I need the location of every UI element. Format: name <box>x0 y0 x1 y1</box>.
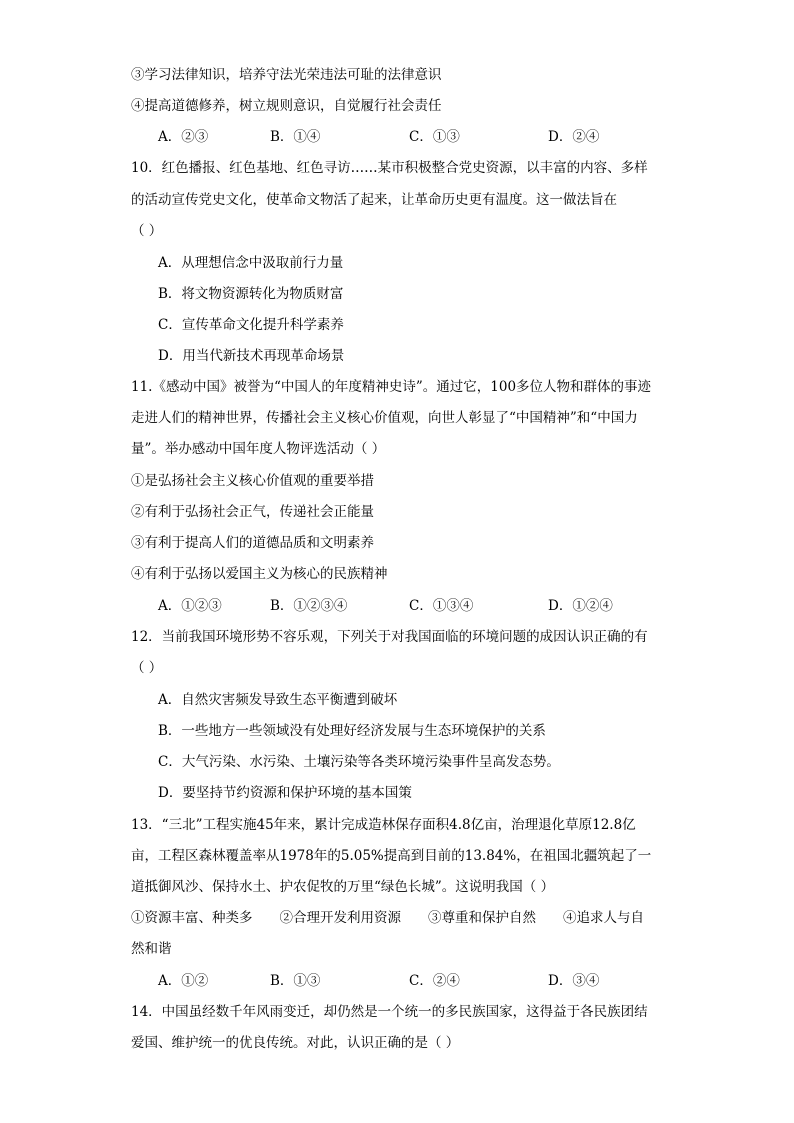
q13-stem-line-3: 道抵御风沙、保持水土、护农促牧的万里“绿色长城”。这说明我国（ ） <box>131 879 555 895</box>
q13-options <box>158 971 678 991</box>
q11-item-2: ②有利于弘扬社会正气，传递社会正能量 <box>131 504 374 520</box>
q11-stem-line-2: 走进人们的精神世界，传播社会主义核心价值观，向世人彰显了“中国精神”和“中国力 <box>131 410 638 426</box>
q13-option-d[interactable]: D．③④ <box>548 973 600 989</box>
q11-stem-line-1: 11.《感动中国》被誉为“中国人的年度精神史诗”。通过它，100多位人物和群体的事迹 <box>131 379 652 395</box>
q12-stem-line-2: （ ） <box>131 660 163 676</box>
q11-stem-line-3: 量”。举办感动中国年度人物评选活动（ ） <box>131 441 386 457</box>
q13-stem-line-2: 亩，工程区森林覆盖率从1978年的5.05%提高到目前的13.84%，在祖国北疆筑起了一 <box>131 848 652 864</box>
q10-option-b[interactable]: B．将文物资源转化为物质财富 <box>158 286 344 302</box>
q13-items-line-2: 然和谐 <box>131 941 172 957</box>
q9-option-d[interactable]: D．②④ <box>548 129 600 145</box>
q13-option-b[interactable]: B．①③ <box>270 973 321 989</box>
q12-stem-line-1: 12．当前我国环境形势不容乐观，下列关于对我国面临的环境问题的成因认识正确的有 <box>131 629 648 645</box>
q13-items-line-1: ①资源丰富、种类多 ②合理开发利用资源 ③尊重和保护自然 ④追求人与自 <box>131 910 644 926</box>
q14-stem-line-2: 爱国、维护统一的优良传统。对此，认识正确的是（ ） <box>131 1035 460 1051</box>
q11-options <box>158 596 678 616</box>
q11-item-1: ①是弘扬社会主义核心价值观的重要举措 <box>131 473 374 489</box>
q11-item-3: ③有利于提高人们的道德品质和文明素养 <box>131 535 374 551</box>
q10-option-a[interactable]: A．从理想信念中汲取前行力量 <box>158 255 344 271</box>
q13-option-a[interactable]: A．①② <box>158 973 209 989</box>
q9-options <box>158 127 678 147</box>
q9-item-4: ④提高道德修养，树立规则意识，自觉履行社会责任 <box>131 98 442 114</box>
q14-stem-line-1: 14．中国虽经数千年风雨变迁，却仍然是一个统一的多民族国家，这得益于各民族团结 <box>131 1004 648 1020</box>
q11-option-d[interactable]: D．①②④ <box>548 598 613 614</box>
q11-option-a[interactable]: A．①②③ <box>158 598 222 614</box>
q10-stem-line-3: （ ） <box>131 223 163 239</box>
q11-item-4: ④有利于弘扬以爱国主义为核心的民族精神 <box>131 566 388 582</box>
q10-option-c[interactable]: C．宣传革命文化提升科学素养 <box>158 317 344 333</box>
q10-stem-line-2: 的活动宣传党史文化，使革命文物活了起来，让革命历史更有温度。这一做法旨在 <box>131 192 617 208</box>
q12-option-a[interactable]: A．自然灾害频发导致生态平衡遭到破坏 <box>158 692 398 708</box>
q12-option-b[interactable]: B．一些地方一些领域没有处理好经济发展与生态环境保护的关系 <box>158 723 546 739</box>
q9-option-a[interactable]: A．②③ <box>158 129 209 145</box>
q13-option-c[interactable]: C．②④ <box>409 973 460 989</box>
q9-option-c[interactable]: C．①③ <box>409 129 460 145</box>
q10-stem-line-1: 10．红色播报、红色基地、红色寻访……某市积极整合党史资源，以丰富的内容、多样 <box>131 160 648 176</box>
q12-option-d[interactable]: D．要坚持节约资源和保护环境的基本国策 <box>158 785 412 801</box>
q11-option-b[interactable]: B．①②③④ <box>270 598 348 614</box>
q10-option-d[interactable]: D．用当代新技术再现革命场景 <box>158 348 345 364</box>
q9-item-3: ③学习法律知识，培养守法光荣违法可耻的法律意识 <box>131 67 442 83</box>
q12-option-c[interactable]: C．大气污染、水污染、土壤污染等各类环境污染事件呈高发态势。 <box>158 754 560 770</box>
q13-stem-line-1: 13．“三北”工程实施45年来，累计完成造林保存面积4.8亿亩，治理退化草原12.8亿 <box>131 817 636 833</box>
q11-option-c[interactable]: C．①③④ <box>409 598 474 614</box>
q9-option-b[interactable]: B．①④ <box>270 129 321 145</box>
